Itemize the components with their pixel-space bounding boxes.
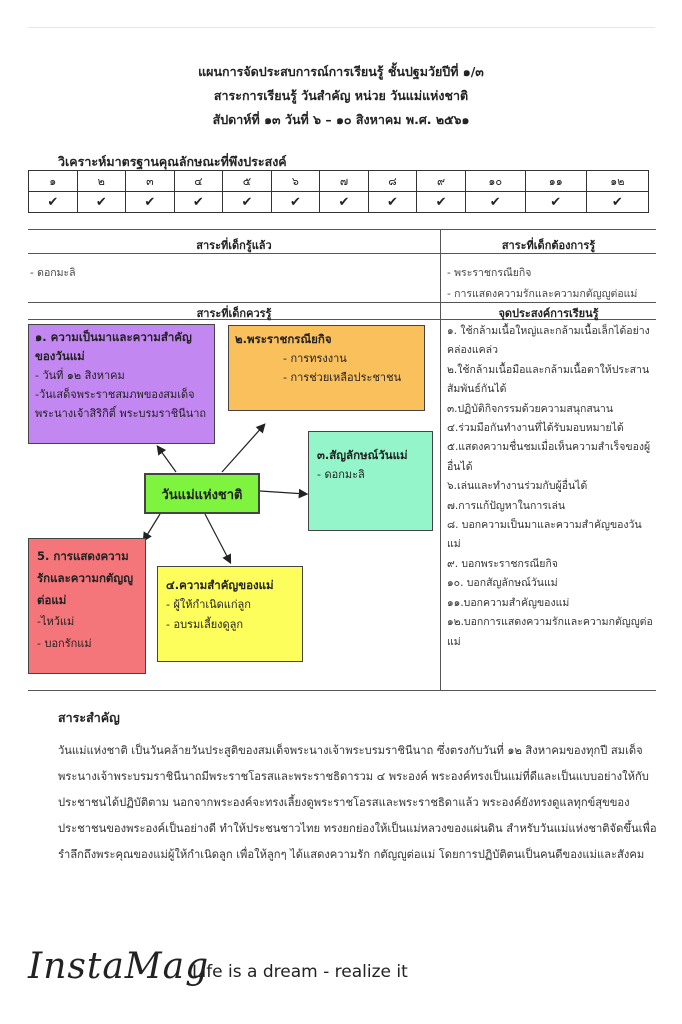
standard-check-cell: ✔ <box>368 192 417 213</box>
standard-number-cell: ๘ <box>368 171 417 192</box>
objective-item: ๒.ใช้กล้ามเนื้อมือและกล้ามเนื้อตาให้ประสานสัมพันธ์กันได้ <box>447 363 650 396</box>
need-item: - พระราชกรณียกิจ <box>447 267 532 279</box>
box-love-title: 5. การแสดงความรักและความกตัญญูต่อแม่ <box>37 549 133 607</box>
standard-number-cell: ๑๐ <box>465 171 525 192</box>
standard-check-cell: ✔ <box>320 192 369 213</box>
box-importance-title: ๔.ความสำคัญของแม่ <box>166 578 274 592</box>
box-duties-item: - การทรงงาน <box>283 352 347 365</box>
objectives-list <box>447 322 655 652</box>
mindmap-box-history <box>28 324 215 444</box>
objective-item: ๑๑.บอกความสำคัญของแม่ <box>447 596 570 609</box>
standards-label: วิเคราะห์มาตรฐานคุณลักษณะที่พึงประสงค์ <box>58 154 287 169</box>
objective-item: ๑๐. บอกสัญลักษณ์วันแม่ <box>447 577 558 590</box>
box-symbol-title: ๓.สัญลักษณ์วันแม่ <box>317 448 408 462</box>
standard-check-cell: ✔ <box>271 192 320 213</box>
known-heading: สาระที่เด็กรู้แล้ว <box>196 239 272 252</box>
objective-item: ๙. บอกพระราชกรณียกิจ <box>447 557 558 570</box>
plan-title: แผนการจัดประสบการณ์การเรียนรู้ ชั้นปฐมวัยปีที่ ๑/๓ <box>198 64 484 79</box>
box-importance-item: - ผู้ให้กำเนิดแก่ลูก <box>166 598 251 611</box>
standard-check-cell: ✔ <box>465 192 525 213</box>
objective-item: ๕.แสดงความชื่นชมเมื่อเห็นความสำเร็จของผู้อื่นได้ <box>447 441 651 473</box>
standard-number-cell: ๑๒ <box>586 171 648 192</box>
box-history-title: ๑. ความเป็นมาและความสำคัญของวันแม่ <box>35 330 192 363</box>
arrow-to-box2 <box>222 425 264 472</box>
arrow-to-box4 <box>205 514 230 562</box>
box-history-item: -วันเสด็จพระราชสมภพของสมเด็จพระนางเจ้าสิริกิติ์ พระบรมราชินีนาถ <box>35 388 207 420</box>
known-item: - ดอกมะลิ <box>30 267 76 279</box>
objective-item: ๑๒.บอกการแสดงความรักและความกตัญญูต่อแม่ <box>447 616 653 648</box>
essence-heading: สาระสำคัญ <box>58 710 120 725</box>
mindmap-center: วันแม่แห่งชาติ <box>144 473 260 514</box>
objective-item: ๔.ร่วมมือกันทำงานที่ได้รับมอบหมายได้ <box>447 422 624 435</box>
instamag-logo: InstaMag <box>28 946 210 987</box>
box-love-item: - บอกรักแม่ <box>37 637 92 650</box>
standard-check-cell: ✔ <box>525 192 586 213</box>
objective-item: ๘. บอกความเป็นมาและความสำคัญของวันแม่ <box>447 519 642 551</box>
standard-check-cell: ✔ <box>174 192 223 213</box>
mindmap-box-symbol <box>308 431 433 531</box>
box-duties-item: - การช่วยเหลือประชาชน <box>283 371 402 384</box>
box-love-item: -ไหว้แม่ <box>37 615 75 628</box>
plan-subject: สาระการเรียนรู้ วันสำคัญ หน่วย วันแม่แห่งชาติ <box>213 88 469 103</box>
standard-check-cell: ✔ <box>586 192 648 213</box>
box-importance-item: - อบรมเลี้ยงดูลูก <box>166 618 244 631</box>
standard-check-cell: ✔ <box>223 192 272 213</box>
standard-check-cell: ✔ <box>77 192 126 213</box>
standard-number-cell: ๑ <box>29 171 78 192</box>
standard-number-cell: ๑๑ <box>525 171 586 192</box>
mindmap-box-duties <box>228 325 425 411</box>
standard-check-cell: ✔ <box>417 192 466 213</box>
objectives-heading: จุดประสงค์การเรียนรู้ <box>498 307 599 320</box>
standard-number-cell: ๒ <box>77 171 126 192</box>
box-symbol-item: - ดอกมะลิ <box>317 468 365 481</box>
mindmap-box-importance <box>157 566 303 662</box>
objective-item: ๗.การแก้ปัญหาในการเล่น <box>447 499 566 512</box>
objective-item: ๓.ปฏิบัติกิจกรรมด้วยความสนุกสนาน <box>447 402 613 415</box>
essence-paragraph: วันแม่แห่งชาติ เป็นวันคล้ายวันประสูติของสมเด็จพระนางเจ้าพระบรมราชินีนาถ ซึ่งตรงกับวันที่ ๑๒ สิงหาคมของทุกปี สมเด็จพระนางเจ้าพระบรมราชินีนาถมีพระราชโอรสและพระราชธิดารวม ๔ พระองค์ พระองค์ทรงเป็นแม่ที่ดีและเป็นแบบอย่างให้กับประชาชนได้ปฏิบัติตาม นอกจากพระองค์จะทรงเลี้ยงดูพระราชโอรสและพระราชธิดาแล้ว พระองค์ยังทรงดูแลทุกข์สุขของประชาชนของพระองค์เป็นอย่างดี ทำให้ประชนชาวไทย ทรงยกย่องให้เป็นแม่หลวงของแผ่นดิน สำหรับวันแม่แห่งชาติจัดขึ้นเพื่อรำลึกถึงพระคุณของแม่ผู้ให้กำเนิดลูก เพื่อให้ลูกๆ ได้แสดงความรัก กตัญญูต่อแม่ โดยการปฏิบัติตนเป็นคนดีของแม่และสังคม <box>58 744 657 861</box>
objective-item: ๖.เล่นและทำงานร่วมกับผู้อื่นได้ <box>447 480 588 493</box>
standard-check-cell: ✔ <box>29 192 78 213</box>
plan-week: สัปดาห์ที่ ๑๓ วันที่ ๖ – ๑๐ สิงหาคม พ.ศ. ๒๕๖๑ <box>212 112 470 127</box>
standard-number-cell: ๓ <box>126 171 175 192</box>
need-heading: สาระที่เด็กต้องการรู้ <box>501 239 596 252</box>
standard-number-cell: ๖ <box>271 171 320 192</box>
should-heading: สาระที่เด็กควรรู้ <box>196 307 272 320</box>
standard-number-cell: ๔ <box>174 171 223 192</box>
box-history-item: - วันที่ ๑๒ สิงหาคม <box>35 369 125 382</box>
mindmap-box-love <box>28 538 146 674</box>
arrow-to-box5 <box>144 514 160 540</box>
instamag-tagline: Life is a dream - realize it <box>192 962 408 982</box>
standard-number-cell: ๗ <box>320 171 369 192</box>
objective-item: ๑. ใช้กล้ามเนื้อใหญ่และกล้ามเนื้อเล็กได้อย่างคล่องแคล่ว <box>447 325 650 357</box>
box-duties-title: ๒.พระราชกรณียกิจ <box>235 332 332 346</box>
arrow-to-box3 <box>260 491 306 494</box>
need-item: - การแสดงความรักและความกตัญญูต่อแม่ <box>447 288 638 300</box>
standard-number-cell: ๕ <box>223 171 272 192</box>
standard-check-cell: ✔ <box>126 192 175 213</box>
arrow-to-box1 <box>158 447 176 472</box>
standard-number-cell: ๙ <box>417 171 466 192</box>
